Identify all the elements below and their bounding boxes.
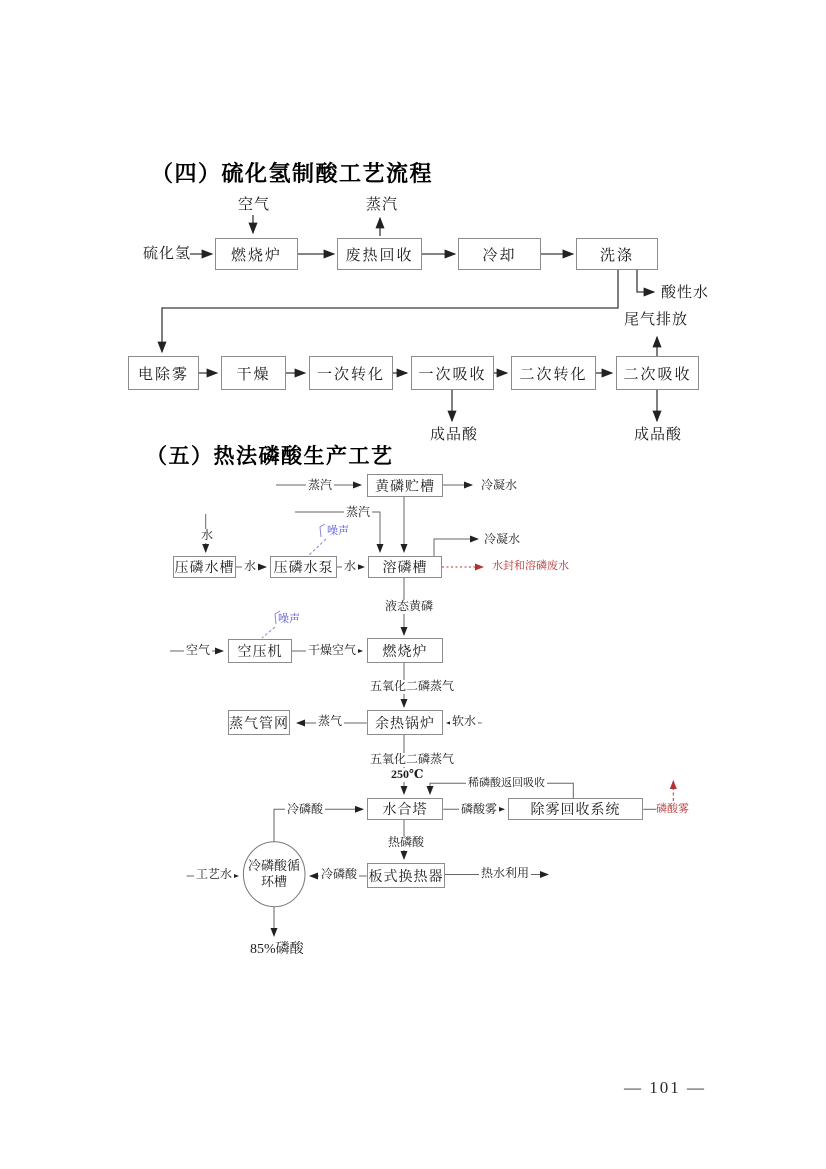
label-acid-mist-out: 磷酸雾: [656, 803, 689, 815]
box-waste-heat-recovery: 废热回收: [337, 238, 422, 270]
cold-acid-circulation-tank-line1: 冷磷酸循: [247, 858, 300, 873]
box-second-conversion: 二次转化: [511, 356, 596, 390]
label-cold-acid-2: 冷磷酸: [321, 867, 358, 881]
box-demist-recovery-system: 除雾回收系统: [508, 798, 643, 820]
box-combustion-furnace: 燃烧炉: [367, 638, 443, 663]
box-phosphorus-water-pump: 压磷水泵: [270, 556, 337, 578]
box-yellow-phosphorus-storage: 黄磷贮槽: [367, 474, 443, 497]
box-washing: 洗涤: [576, 238, 658, 270]
label-product-acid-1: 成品酸: [430, 427, 479, 443]
box-waste-heat-boiler: 余热锅炉: [367, 710, 443, 735]
label-tail-gas-discharge: 尾气排放: [624, 312, 689, 328]
label-dry-air: 干燥空气: [308, 643, 357, 657]
box-phosphorus-dissolving-tank: 溶磷槽: [368, 556, 442, 578]
box-first-conversion: 一次转化: [309, 356, 393, 390]
cold-acid-circulation-tank-line2: 环槽: [260, 874, 287, 890]
label-process-water: 工艺水: [196, 867, 233, 881]
label-water-in: 水: [201, 528, 214, 542]
box-first-absorption: 一次吸收: [411, 356, 494, 390]
label-steam-3: 蒸气: [318, 714, 343, 728]
label-p2o5-steam-2: 五氧化二磷蒸气: [370, 752, 455, 766]
section5-title: （五）热法磷酸生产工艺: [146, 444, 394, 468]
box-burner-furnace: 燃烧炉: [215, 238, 298, 270]
label-noise-1: 噪声: [327, 525, 349, 537]
label-temperature-250c: 250℃: [391, 767, 424, 781]
label-hydrogen-sulfide: 硫化氢: [143, 246, 192, 262]
box-plate-heat-exchanger: 板式换热器: [367, 863, 445, 888]
label-product-acid-2: 成品酸: [634, 427, 683, 443]
label-steam-out: 蒸汽: [366, 197, 399, 213]
box-electro-demister: 电除雾: [128, 356, 199, 390]
label-steam-2: 蒸汽: [346, 505, 371, 519]
label-air-in: 空气: [238, 197, 271, 213]
box-phosphorus-water-tank: 压磷水槽: [173, 556, 236, 578]
label-cold-acid-1: 冷磷酸: [287, 802, 324, 816]
cold-acid-circulation-tank-label: [243, 858, 305, 891]
label-p2o5-steam-1: 五氧化二磷蒸气: [370, 679, 455, 693]
label-soft-water: 软水: [452, 714, 477, 728]
label-acid-water: 酸性水: [661, 285, 710, 301]
box-air-compressor: 空压机: [228, 639, 292, 663]
label-dilute-acid-return: 稀磷酸返回吸收: [468, 777, 545, 789]
box-steam-pipe-network: 蒸气管网: [228, 710, 290, 735]
page-number: — 101 —: [624, 1078, 706, 1097]
box-hydration-tower: 水合塔: [367, 798, 443, 820]
box-drying: 干燥: [221, 356, 286, 390]
box-second-absorption: 二次吸收: [616, 356, 699, 390]
label-hot-acid: 热磷酸: [388, 835, 425, 849]
label-noise-2: 噪声: [278, 613, 300, 625]
label-condensate-2: 冷凝水: [484, 532, 521, 546]
label-acid-mist-1: 磷酸雾: [461, 802, 498, 816]
label-steam-1: 蒸汽: [308, 478, 333, 492]
box-cooling: 冷却: [458, 238, 541, 270]
d2-warning-connectors: [442, 567, 673, 801]
label-condensate-1: 冷凝水: [481, 478, 518, 492]
label-water-seal-waste: 水封和溶磷废水: [492, 560, 569, 572]
label-hot-water-use: 热水利用: [481, 866, 530, 880]
label-water-1: 水: [244, 559, 257, 573]
label-air-2: 空气: [186, 643, 211, 657]
label-water-2: 水: [344, 559, 357, 573]
label-85pct-phosphoric-acid: 85%磷酸: [250, 942, 304, 957]
label-liquid-yellow-phosphorus: 液态黄磷: [385, 599, 434, 613]
section4-title: （四）硫化氢制酸工艺流程: [151, 161, 434, 186]
